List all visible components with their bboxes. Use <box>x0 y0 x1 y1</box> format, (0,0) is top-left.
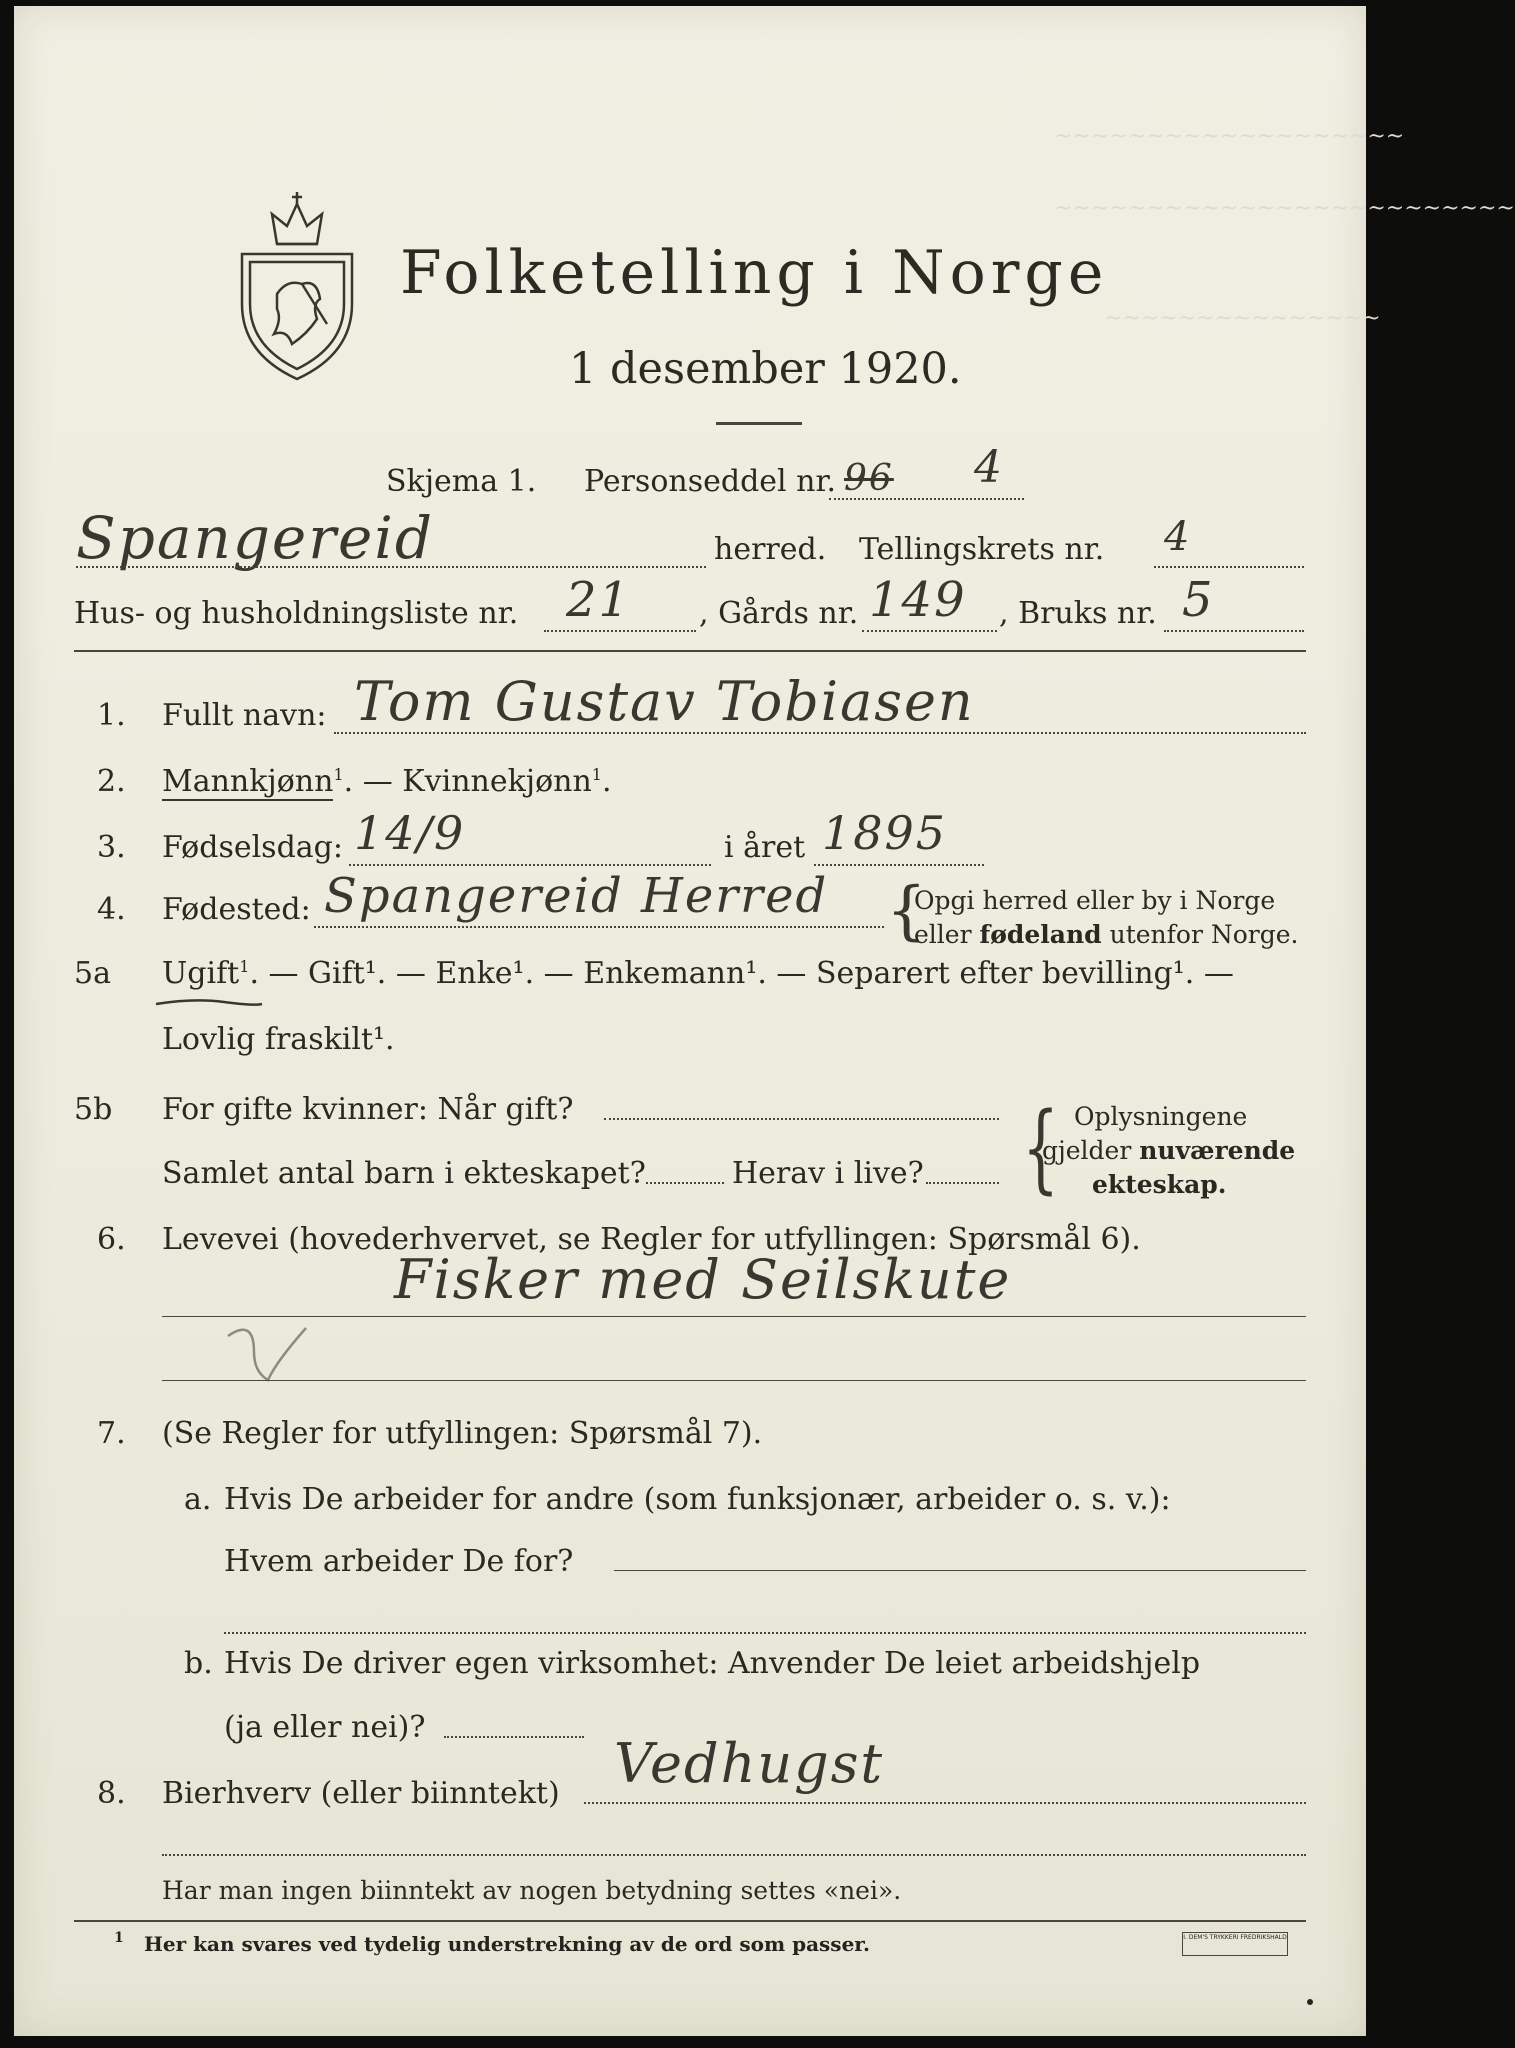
check-mark-icon <box>224 1322 314 1384</box>
q7a-line-1: Hvis De arbeider for andre (som funksjonær, arbeider o. s. v.): <box>224 1482 1171 1517</box>
marriage-note-3: ekteskap. <box>1092 1170 1227 1199</box>
q7-number: 7. <box>97 1416 126 1451</box>
birthday-line <box>349 864 711 866</box>
herred-value: Spangereid <box>76 504 434 572</box>
hired-help-line <box>444 1736 584 1738</box>
birthplace-value: Spangereid Herred <box>324 868 829 924</box>
occupation-line-2 <box>162 1380 1306 1381</box>
tellingskrets-value: 4 <box>1164 514 1192 560</box>
q5b-label-2: Samlet antal barn i ekteskapet? <box>162 1156 646 1191</box>
married-line <box>604 1118 999 1120</box>
q4-number: 4. <box>97 892 126 927</box>
form-title: Folketelling i Norge <box>400 238 1109 308</box>
marriage-note-2: gjelder nuværende <box>1042 1136 1296 1165</box>
living-line <box>926 1182 999 1184</box>
herred-label: herred. <box>714 532 827 567</box>
title-divider <box>716 422 802 425</box>
year-label: i året <box>724 830 806 865</box>
q2-options: Mannkjønn$^1$. — Kvinnekjønn$^1$. <box>162 764 612 799</box>
nei-note: Har man ingen biinntekt av nogen betydning settes «nei». <box>162 1876 902 1905</box>
bruks-value: 5 <box>1182 572 1215 628</box>
q7b-number: b. <box>184 1646 213 1681</box>
q5a-options: Ugift$^1$. — Gift¹. — Enke¹. — Enkemann¹. — Separert efter bevilling¹. — <box>162 956 1234 991</box>
employer-line-1 <box>614 1570 1306 1571</box>
q4-label: Fødested: <box>162 892 311 927</box>
q7b-line-2: (ja eller nei)? <box>224 1710 426 1745</box>
q8-number: 8. <box>97 1776 126 1811</box>
employer-line-2 <box>224 1632 1306 1634</box>
footnote-marker: 1 <box>114 1930 124 1946</box>
q7a-number: a. <box>184 1482 212 1517</box>
personseddel-struck-value: 96 <box>844 458 894 499</box>
ugift-underline <box>154 996 264 1010</box>
q6-number: 6. <box>97 1222 126 1257</box>
tellingskrets-line <box>1154 566 1304 568</box>
q5b-number: 5b <box>74 1092 113 1127</box>
q7b-line-1: Hvis De driver egen virksomhet: Anvender De leiet arbeidshjelp <box>224 1646 1201 1681</box>
occupation-line-1 <box>162 1316 1306 1317</box>
q3-label: Fødselsdag: <box>162 830 343 865</box>
tellingskrets-label: Tellingskrets nr. <box>859 532 1105 567</box>
gards-label: , Gårds nr. <box>699 596 859 631</box>
q5a-number: 5a <box>74 956 111 991</box>
option-ugift[interactable]: Ugift <box>162 956 240 991</box>
gards-line <box>862 630 997 632</box>
q7a-line-2: Hvem arbeider De for? <box>224 1544 574 1579</box>
q5a-line2: Lovlig fraskilt¹. <box>162 1022 395 1057</box>
q7-label: (Se Regler for utfyllingen: Spørsmål 7). <box>162 1416 763 1451</box>
birthplace-line <box>314 926 884 928</box>
option-mannkjonn[interactable]: Mannkjønn <box>162 764 334 799</box>
personseddel-label: Personseddel nr. <box>584 464 837 499</box>
side-income-line <box>584 1802 1306 1804</box>
birthplace-brace: { <box>886 874 927 948</box>
bruks-line <box>1164 630 1304 632</box>
birthplace-note-1: Opgi herred eller by i Norge <box>914 886 1276 915</box>
bleed-through: ~~~~~~~~~~~~~~~~~~~ <box>1054 124 1405 149</box>
q1-label: Fullt navn: <box>162 698 327 733</box>
children-line <box>646 1182 724 1184</box>
footer-separator <box>74 1920 1306 1922</box>
header-separator <box>74 650 1306 652</box>
husliste-line <box>544 630 696 632</box>
skjema-label: Skjema 1. <box>386 464 537 499</box>
census-date: 1 desember 1920. <box>569 344 962 394</box>
footnote: Her kan svares ved tydelig understrekning av de ord som passer. <box>144 1932 870 1956</box>
birthplace-note-2: eller fødeland utenfor Norge. <box>914 920 1299 949</box>
occupation-value: Fisker med Seilskute <box>394 1248 1012 1311</box>
gards-value: 149 <box>869 572 967 628</box>
marriage-brace: { <box>1022 1092 1059 1204</box>
pin-hole-icon <box>1304 1996 1316 2008</box>
personseddel-value: 4 <box>974 442 1004 493</box>
q3-number: 3. <box>97 830 126 865</box>
q8-label: Bierhverv (eller biinntekt) <box>162 1776 560 1811</box>
bleed-through: ~~~~~~~~~~~~~~~ <box>1104 306 1381 331</box>
bruks-label: , Bruks nr. <box>999 596 1157 631</box>
q6-label: Levevei (hovederhvervet, se Regler for utfyllingen: Spørsmål 6). <box>162 1222 1141 1257</box>
year-value: 1895 <box>822 806 948 860</box>
option-kvinnekjonn[interactable]: Kvinnekjønn <box>402 764 592 799</box>
side-income-line-2 <box>162 1854 1306 1856</box>
side-income-value: Vedhugst <box>614 1732 885 1795</box>
husliste-value: 21 <box>566 572 632 628</box>
bleed-through: ~~~~~~~~~~~~~~~~~~~~~~~~~ <box>1054 196 1515 221</box>
birthday-value: 14/9 <box>354 806 466 860</box>
husliste-label: Hus- og husholdningsliste nr. <box>74 596 519 631</box>
q5b-label-1: For gifte kvinner: Når gift? <box>162 1092 574 1127</box>
year-line <box>814 864 984 866</box>
q1-number: 1. <box>97 698 126 733</box>
printer-mark: I. DEM'S TRYKKERI FREDRIKSHALD <box>1182 1932 1288 1956</box>
census-form-page <box>14 6 1515 2036</box>
herred-line <box>76 566 706 568</box>
marriage-note-1: Oplysningene <box>1074 1102 1248 1131</box>
q2-number: 2. <box>97 764 126 799</box>
coat-of-arms-icon <box>232 184 362 384</box>
q5b-label-3: Herav i live? <box>732 1156 924 1191</box>
full-name-value: Tom Gustav Tobiasen <box>354 670 975 733</box>
